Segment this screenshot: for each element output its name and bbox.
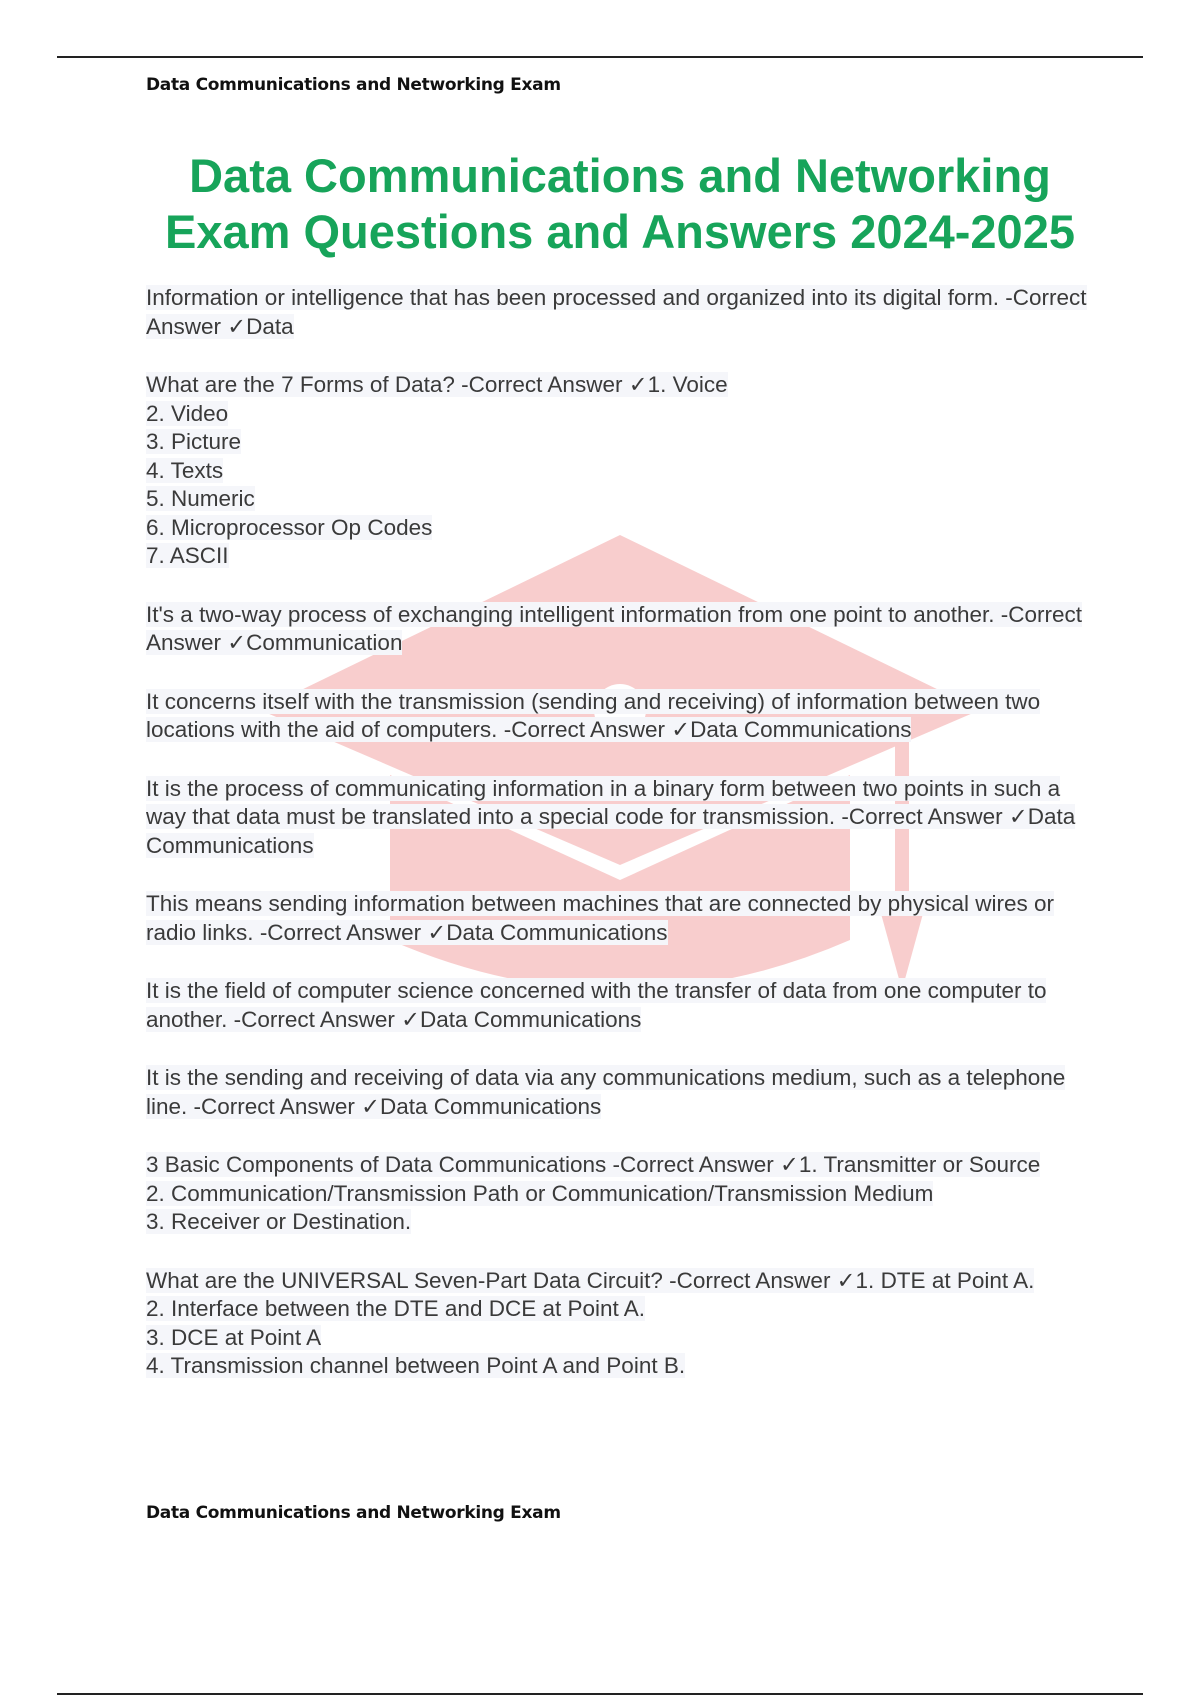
question-text: It concerns itself with the transmission (sending and receiving) of information between two locations with the aid of computers. [146,688,1041,742]
qa-highlight [146,689,1040,743]
answer-text: Data Communications [146,804,1076,858]
qa-first-line [146,977,1096,1034]
qa-item [146,1267,1096,1381]
answer-list-item [146,485,1096,514]
answer-list-item [146,1208,1096,1237]
answer-list-item [146,457,1096,486]
answer-list-text: 4. Texts [146,457,224,483]
answer-list-item [146,1324,1096,1353]
answer-prefix: -Correct Answer ✓ [146,601,1083,655]
qa-item [146,371,1096,571]
answer-list-text: 7. ASCII [146,543,229,568]
answer-list-item [146,400,1096,429]
qa-item [146,977,1096,1034]
qa-highlight [146,372,728,397]
qa-content [146,284,1096,1411]
title-line-2: Exam Questions and Answers 2024-2025 [165,205,1075,258]
qa-item [146,890,1096,947]
answer-list-text: 2. Communication/Transmission Path or Communication/Transmission Medium [146,1180,934,1206]
question-text: 3 Basic Components of Data Communications [146,1152,607,1177]
qa-highlight [146,978,1046,1032]
qa-first-line [146,688,1096,745]
answer-list-text: 3. Receiver or Destination. [146,1209,412,1234]
answer-prefix: -Correct Answer ✓ [233,1006,420,1032]
answer-list-item [146,542,1096,571]
answer-list-text: 6. Microprocessor Op Codes [146,514,433,540]
question-text: It is the field of computer science concerned with the transfer of data from one computer to another. [146,978,1047,1032]
question-text: Information or intelligence that has been processed and organized into its digital form. [146,285,1000,310]
question-text: It is the sending and receiving of data via any communications medium, such as a telephone line. [146,1065,1066,1119]
answer-text: Data Communications [420,1006,642,1032]
document-title [80,148,1160,260]
answer-list-text: 4. Transmission channel between Point A and Point B. [146,1353,686,1378]
qa-highlight [146,776,1075,858]
question-text: What are the UNIVERSAL Seven-Part Data Circuit? [146,1267,663,1293]
qa-highlight [146,1152,1040,1177]
answer-text: 1. Voice [647,372,728,397]
answer-text: 1. Transmitter or Source [798,1152,1041,1177]
qa-first-line [146,1267,1096,1296]
answer-list-text: 3. Picture [146,429,242,454]
qa-first-line [146,1064,1096,1121]
answer-text: 1. DTE at Point A. [855,1267,1035,1293]
question-text: What are the 7 Forms of Data? [146,372,455,397]
qa-highlight [146,1065,1065,1119]
answer-text: Data Communications [690,717,912,742]
qa-first-line [146,601,1096,658]
qa-item [146,1064,1096,1121]
answer-prefix: -Correct Answer ✓ [503,717,691,742]
qa-first-line [146,775,1096,861]
answer-list-text: 5. Numeric [146,486,255,511]
qa-first-line [146,284,1096,341]
qa-first-line [146,890,1096,947]
running-header: Data Communications and Networking Exam [146,75,561,95]
answer-prefix: -Correct Answer ✓ [841,804,1028,829]
answer-list-item [146,1295,1096,1324]
answer-list-item [146,1352,1096,1381]
answer-prefix: -Correct Answer ✓ [461,372,648,397]
qa-item [146,284,1096,341]
question-text: It is the process of communicating information in a binary form between two points in such a way that data must be translated into a special code for transmission. [146,775,1061,829]
question-text: This means sending information between machines that are connected by physical wires or radio links. [146,891,1054,945]
answer-prefix: -Correct Answer ✓ [193,1093,380,1119]
answer-list-item [146,514,1096,543]
qa-first-line [146,1151,1096,1180]
answer-list-text: 3. DCE at Point A [146,1324,322,1350]
answer-text: Data [246,313,294,339]
answer-list-item [146,1180,1096,1209]
answer-list-text: 2. Video [146,400,229,426]
qa-highlight [146,602,1082,656]
title-line-1: Data Communications and Networking [189,149,1051,202]
answer-prefix: -Correct Answer ✓ [146,285,1087,339]
answer-prefix: -Correct Answer ✓ [259,919,447,945]
top-rule [57,56,1143,58]
bottom-rule [57,1693,1143,1695]
qa-item [146,1151,1096,1237]
qa-highlight [146,1268,1034,1293]
answer-text: Data Communications [379,1093,602,1119]
question-text: It's a two-way process of exchanging intelligent information from one point to another. [146,601,995,627]
qa-first-line [146,371,1096,400]
answer-text: Communication [246,630,403,655]
answer-list-item [146,428,1096,457]
running-footer: Data Communications and Networking Exam [146,1503,561,1523]
answer-text: Data Communications [446,919,668,945]
qa-item [146,601,1096,658]
answer-list-text: 2. Interface between the DTE and DCE at Point A. [146,1296,646,1321]
qa-item [146,688,1096,745]
answer-prefix: -Correct Answer ✓ [612,1152,799,1177]
qa-highlight [146,891,1054,945]
answer-prefix: -Correct Answer ✓ [669,1267,856,1293]
qa-highlight [146,285,1087,339]
qa-item [146,775,1096,861]
